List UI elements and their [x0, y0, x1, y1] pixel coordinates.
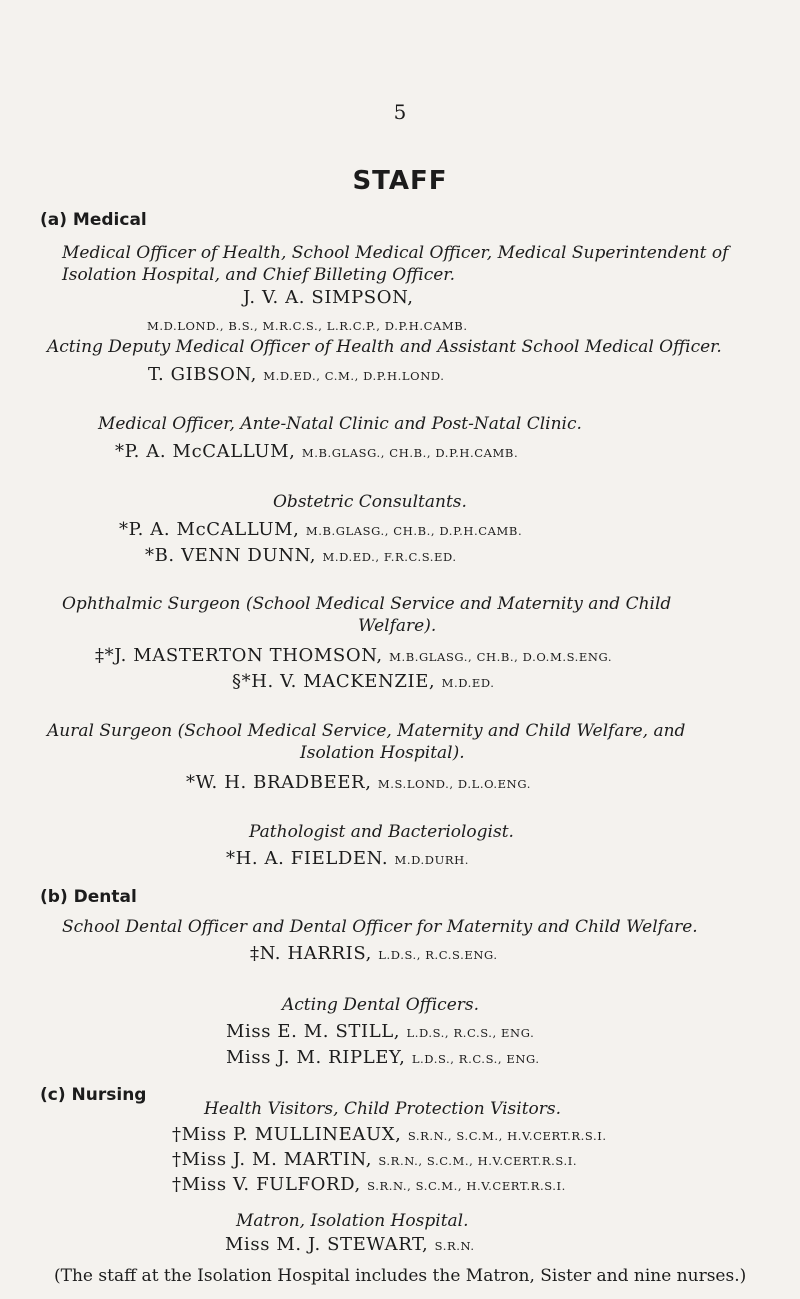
aural-entry: *W. H. BRADBEER, M.S.LOND., D.L.O.ENG. — [186, 772, 531, 793]
school-dental-entry: ‡N. HARRIS, L.D.S., R.C.S.ENG. — [250, 943, 498, 964]
matron-role: Matron, Isolation Hospital. — [236, 1211, 469, 1231]
obstetric-entry-2: *B. VENN DUNN, M.D.ED., F.R.C.S.ED. — [145, 545, 457, 566]
ophthalmic-entry-2: §*H. V. MACKENZIE, M.D.ED. — [232, 671, 495, 692]
pathologist-entry: *H. A. FIELDEN. M.D.DURH. — [226, 848, 470, 869]
aural-role-line-1: Aural Surgeon (School Medical Service, Maternity and Child Welfare, and — [47, 721, 686, 741]
acting-dental-entry-1: Miss E. M. STILL, L.D.S., R.C.S., ENG. — [226, 1021, 535, 1042]
visitor-entry-1: †Miss P. MULLINEAUX, S.R.N., S.C.M., H.V.CERT.R.S.I. — [172, 1124, 607, 1145]
ophthalmic-role-line-1: Ophthalmic Surgeon (School Medical Service and Maternity and Child — [62, 594, 672, 614]
antenatal-role: Medical Officer, Ante-Natal Clinic and Post-Natal Clinic. — [98, 414, 582, 434]
obstetric-role: Obstetric Consultants. — [273, 492, 467, 512]
moh-quals: M.D.LOND., B.S., M.R.C.S., L.R.C.P., D.P.H.CAMB. — [147, 319, 468, 333]
moh-role: Medical Officer of Health, School Medical Officer, Medical Superintendent of Isolation Hospital, and Chief Billeting Officer. — [62, 243, 729, 285]
pathologist-role: Pathologist and Bacteriologist. — [249, 822, 514, 842]
page-number: 5 — [393, 100, 407, 124]
matron-entry: Miss M. J. STEWART, S.R.N. — [225, 1234, 475, 1255]
page-title: STAFF — [352, 166, 448, 196]
obstetric-entry-1: *P. A. McCALLUM, M.B.GLASG., CH.B., D.P.H.CAMB. — [119, 519, 523, 540]
section-heading-nursing: (c) Nursing — [40, 1085, 147, 1105]
ophthalmic-role-line-2: Welfare). — [358, 616, 437, 636]
section-heading-medical: (a) Medical — [40, 210, 147, 230]
acting-dental-role: Acting Dental Officers. — [282, 995, 480, 1015]
ophthalmic-entry-1: ‡*J. MASTERTON THOMSON, M.B.GLASG., CH.B., D.O.M.S.ENG. — [95, 645, 613, 666]
staff-note: (The staff at the Isolation Hospital includes the Matron, Sister and nine nurses.) — [54, 1266, 747, 1286]
section-heading-dental: (b) Dental — [40, 887, 137, 907]
antenatal-entry: *P. A. McCALLUM, M.B.GLASG., CH.B., D.P.H.CAMB. — [115, 441, 519, 462]
aural-role-line-2: Isolation Hospital). — [300, 743, 465, 763]
moh-name: J. V. A. SIMPSON, — [243, 287, 414, 308]
school-dental-role: School Dental Officer and Dental Officer for Maternity and Child Welfare. — [62, 917, 698, 937]
acting-dental-entry-2: Miss J. M. RIPLEY, L.D.S., R.C.S., ENG. — [226, 1047, 540, 1068]
visitors-role: Health Visitors, Child Protection Visitors. — [204, 1099, 562, 1119]
visitor-entry-3: †Miss V. FULFORD, S.R.N., S.C.M., H.V.CERT.R.S.I. — [172, 1174, 566, 1195]
deputy-role: Acting Deputy Medical Officer of Health and Assistant School Medical Officer. — [47, 337, 722, 357]
deputy-entry: T. GIBSON, M.D.ED., C.M., D.P.H.LOND. — [148, 364, 445, 385]
visitor-entry-2: †Miss J. M. MARTIN, S.R.N., S.C.M., H.V.CERT.R.S.I. — [172, 1149, 578, 1170]
